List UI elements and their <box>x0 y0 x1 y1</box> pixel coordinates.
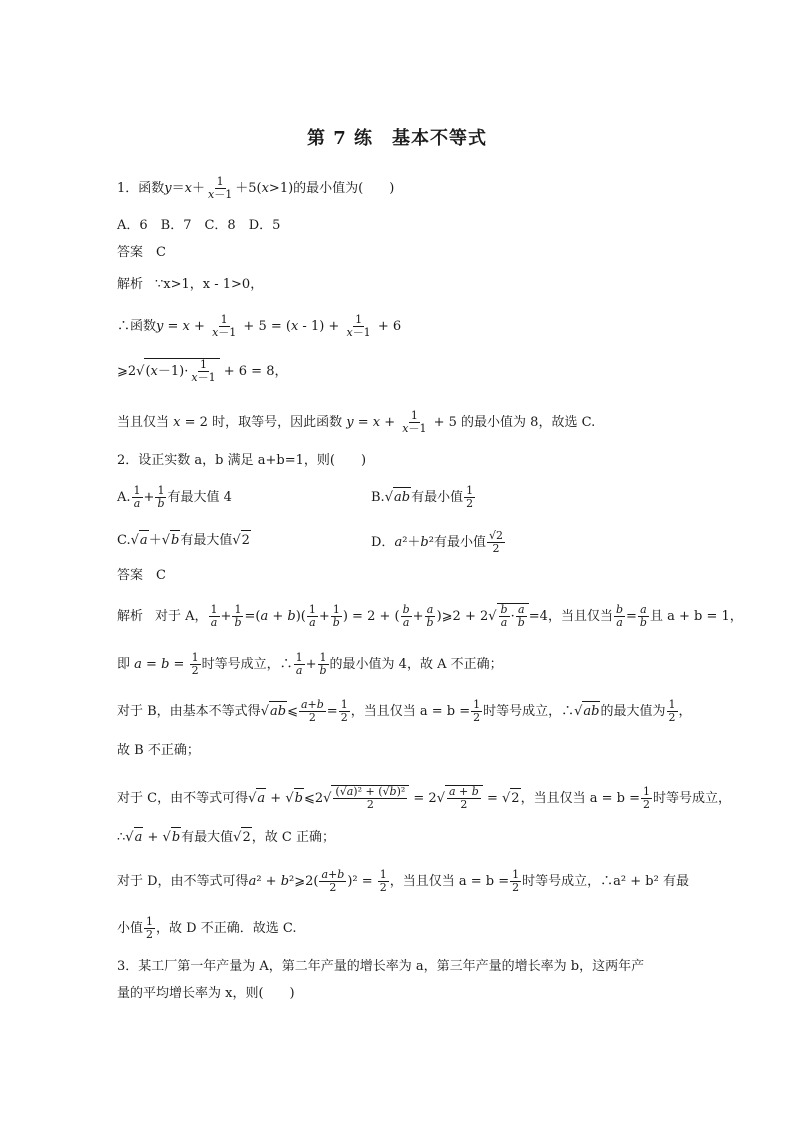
q1-answer: 答案 C <box>117 245 166 260</box>
q2-analysis-a1: 解析 对于 A， $\frac{1}{a}$ + $\frac{1}{b}$ =(a + b)( $\frac{1}{a}$ + $\frac{1}{b}$ ) = 2 + ( $\frac{b}{a}$ + $\frac{a}{b}$ )⩾2 + 2√ $\frac{b}{a}$ · $\frac{a}{b}$ =4，当且仅当 $\frac{b}{a}$ = $\frac{a}{b}$ 且 a + b = 1， <box>117 603 743 629</box>
q3-stem-2: 量的平均增长率为 x，则( ) <box>117 986 295 1001</box>
q2-analysis-b2: 故 B 不正确； <box>117 743 200 758</box>
q2-analysis-c2: ∴√a + √b有最大值√2，故 C 正确； <box>117 827 335 848</box>
q2-option-c: C.√a＋√b有最大值√2 <box>117 530 251 551</box>
q2-answer: 答案 C <box>117 568 166 583</box>
q3-stem-1: 3．某工厂第一年产量为 A，第二年产量的增长率为 a，第三年产量的增长率为 b，这两年产 <box>117 959 645 974</box>
q2-option-b: B.√ab有最小值 $\frac{1}{2}$ <box>371 484 474 510</box>
q1-conclusion: 当且仅当 x = 2 时，取等号，因此函数 y = x + $\frac{1}{x-1}$ + 5 的最小值为 8，故选 C. <box>117 409 596 435</box>
q1-options: A．6 B．7 C．8 D．5 <box>117 218 281 233</box>
q1-stem: 1．函数y＝x＋ $\frac{1}{x-1}$ ＋5(x>1)的最小值为( ) <box>117 175 395 201</box>
page-title: 第 7 练 基本不等式 <box>306 128 488 149</box>
q2-option-d: D．a²＋b²有最小值 $\frac{√2}{2}$ <box>371 529 503 555</box>
q1-analysis-2: ∴函数y = x + $\frac{1}{x-1}$ + 5 = (x - 1) + $\frac{1}{x-1}$ + 6 <box>117 313 402 339</box>
q2-option-a: A. $\frac{1}{a}$ + $\frac{1}{b}$ 有最大值 4 <box>117 484 232 510</box>
q2-analysis-d1: 对于 D，由不等式可得a² + b²⩾2( $\frac{a+b}{2}$ )² = $\frac{1}{2}$ ，当且仅当 a = b = $\frac{1}{2}$ 时等号成立，∴a² + b² 有最 <box>117 868 689 894</box>
q2-analysis-b1: 对于 B，由基本不等式得√ab⩽ $\frac{a+b}{2}$ = $\frac{1}{2}$ ，当且仅当 a = b = $\frac{1}{2}$ 时等号成立，∴√ab的最大值为 $\frac{1}{2}$ ， <box>117 698 692 724</box>
q2-analysis-c1: 对于 C，由不等式可得√a + √b⩽2√ $\frac{\text{(√a)² + (√b)²}}{2}$ = 2√ $\frac{a + b}{2}$ = √2，当且仅当 a = b = $\frac{1}{2}$ 时等号成立， <box>117 785 731 811</box>
q2-analysis-d2: 小值 $\frac{1}{2}$ ，故 D 不正确．故选 C. <box>117 915 297 941</box>
q2-stem: 2．设正实数 a，b 满足 a+b=1，则( ) <box>117 453 367 468</box>
q2-analysis-a2: 即 a = b = $\frac{1}{2}$ 时等号成立，∴ $\frac{1}{a}$ + $\frac{1}{b}$ 的最小值为 4，故 A 不正确； <box>117 651 503 677</box>
q1-analysis-1: 解析 ∵x>1，x - 1>0， <box>117 277 264 292</box>
q1-analysis-3: ⩾2√(x－1)· $\frac{1}{x-1}$ + 6 = 8， <box>117 358 288 384</box>
